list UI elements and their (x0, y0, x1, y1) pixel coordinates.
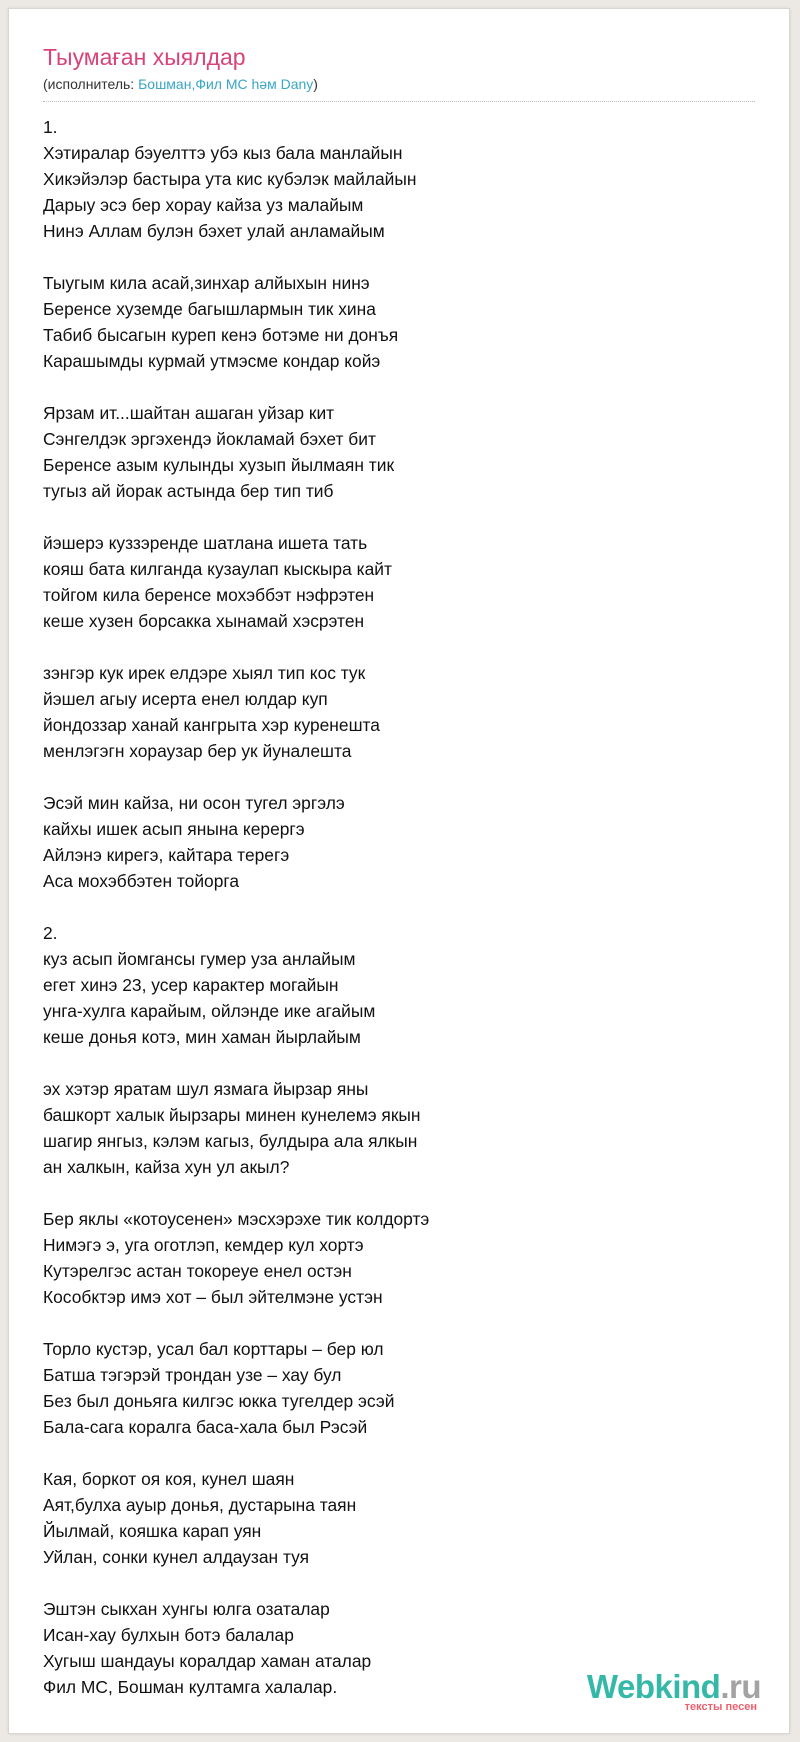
lyric-line: Кутэрелгэс астан токореуе енел остэн (43, 1261, 352, 1281)
lyrics-stanza (43, 790, 755, 894)
logo-main-text: Webkind (586, 1668, 721, 1705)
lyric-line: Карашымды курмай утмэсме кондар койэ (43, 351, 381, 371)
lyric-line: Хэтиралар бэуелттэ убэ кыз бала манлайын (43, 143, 403, 163)
performer-suffix: ) (313, 76, 318, 92)
lyric-line: Хугыш шандауы коралдар хаман аталар (43, 1651, 372, 1671)
lyric-line: Сэнгелдэк эргэхендэ йокламай бэхет бит (43, 429, 376, 449)
lyrics-body (43, 114, 755, 1726)
page-card (8, 8, 790, 1734)
logo-wordmark (586, 1668, 761, 1705)
lyric-line: Аса мохэббэтен тойорга (43, 871, 240, 891)
lyric-line: Йылмай, кояшка карап уян (43, 1521, 262, 1541)
site-logo[interactable] (586, 1668, 761, 1713)
lyric-line: Без был доньяга килгэс юкка тугелдер эсэй (43, 1391, 395, 1411)
lyric-line: кайхы ишек асып янына керергэ (43, 819, 305, 839)
performer-prefix: (исполнитель: (43, 76, 139, 92)
performer-link[interactable]: Бошман,Фил МС һәм Dany (138, 76, 314, 92)
song-header (43, 43, 755, 93)
logo-tagline: тексты песен (684, 1701, 757, 1713)
lyric-line: Исан-хау булхын ботэ балалар (43, 1625, 294, 1645)
lyric-line: Аят,булха ауыр донья, дустарына таян (43, 1495, 357, 1515)
lyric-line: эх хэтэр яратам шул язмага йырзар яны (43, 1079, 369, 1099)
lyric-line: Ярзам ит...шайтан ашаган уйзар кит (43, 403, 335, 423)
logo-tld: .ru (720, 1668, 761, 1705)
lyric-line: йэшерэ куззэренде шатлана ишета тать (43, 533, 368, 553)
lyrics-stanza (43, 400, 755, 504)
lyric-line: зэнгэр кук ирек елдэре хыял тип кос тук (43, 663, 366, 683)
lyric-line: ан халкын, кайза хун ул акыл? (43, 1157, 290, 1177)
lyric-line: йондоззар ханай кангрыта хэр куренешта (43, 715, 380, 735)
header-divider (43, 101, 755, 102)
lyric-line: Батша тэгэрэй трондан узе – хау бул (43, 1365, 342, 1385)
lyrics-stanza (43, 1336, 755, 1440)
lyrics-stanza (43, 1076, 755, 1180)
lyric-line: тойгом кила беренсе мохэббэт нэфрэтен (43, 585, 375, 605)
lyric-line: 2. (43, 923, 58, 943)
lyrics-stanza (43, 1466, 755, 1570)
lyric-line: Беренсе хуземде багышлармын тик хина (43, 299, 376, 319)
lyric-line: тугыз ай йорак астында бер тип тиб (43, 481, 334, 501)
lyrics-stanza (43, 1206, 755, 1310)
lyric-line: 1. (43, 117, 58, 137)
lyric-line: Кособктэр имэ хот – был эйтелмэне устэн (43, 1287, 383, 1307)
lyric-line: Бер яклы «котоусенен» мэсхэрэхе тик колдортэ (43, 1209, 430, 1229)
lyric-line: Фил МС, Бошман култамга халалар. (43, 1677, 338, 1697)
lyrics-stanza (43, 660, 755, 764)
performer-line (43, 75, 755, 93)
lyric-line: шагир янгыз, кэлэм кагыз, булдыра ала ялкын (43, 1131, 418, 1151)
lyric-line: унга-хулга карайым, ойлэнде ике агайым (43, 1001, 376, 1021)
lyric-line: Хикэйэлэр бастыра ута кис кубэлэк майлайын (43, 169, 417, 189)
lyric-line: кеше хузен борсакка хынамай хэсрэтен (43, 611, 365, 631)
lyric-line: Табиб бысагын куреп кенэ ботэме ни донъя (43, 325, 399, 345)
lyric-line: Беренсе азым кулынды хузып йылмаян тик (43, 455, 395, 475)
lyric-line: Тыугым кила асай,зинхар алйыхын нинэ (43, 273, 370, 293)
lyric-line: Айлэнэ кирегэ, кайтара терегэ (43, 845, 290, 865)
lyric-line: егет хинэ 23, усер карактер могайын (43, 975, 339, 995)
lyric-line: кояш бата килганда кузаулап кыскыра кайт (43, 559, 392, 579)
lyric-line: менлэгэгн хораузар бер ук йуналешта (43, 741, 352, 761)
lyric-line: Нинэ Аллам булэн бэхет улай анламайым (43, 221, 385, 241)
lyric-line: Дарыу эсэ бер хорау кайза уз малайым (43, 195, 364, 215)
lyric-line: Нимэгэ э, уга оготлэп, кемдер кул хортэ (43, 1235, 364, 1255)
song-title: Тыумаған хыялдар (43, 44, 246, 70)
lyric-line: башкорт халык йырзары минен кунелемэ якын (43, 1105, 421, 1125)
lyric-line: Уйлан, сонки кунел алдаузан туя (43, 1547, 310, 1567)
lyrics-stanza (43, 114, 755, 244)
lyric-line: Торло кустэр, усал бал корттары – бер юл (43, 1339, 384, 1359)
lyric-line: Эштэн сыкхан хунгы юлга озаталар (43, 1599, 330, 1619)
lyrics-stanza (43, 920, 755, 1050)
lyrics-stanza (43, 530, 755, 634)
lyric-line: Бала-сага коралга баса-хала был Рэсэй (43, 1417, 368, 1437)
lyric-line: кеше донья котэ, мин хаман йырлайым (43, 1027, 361, 1047)
lyric-line: куз асып йомгансы гумер уза анлайым (43, 949, 356, 969)
lyric-line: Кая, боркот оя коя, кунел шаян (43, 1469, 295, 1489)
lyrics-stanza (43, 270, 755, 374)
lyric-line: Эсэй мин кайза, ни осон тугел эргэлэ (43, 793, 345, 813)
lyric-line: йэшел агыу исерта енел юлдар куп (43, 689, 328, 709)
